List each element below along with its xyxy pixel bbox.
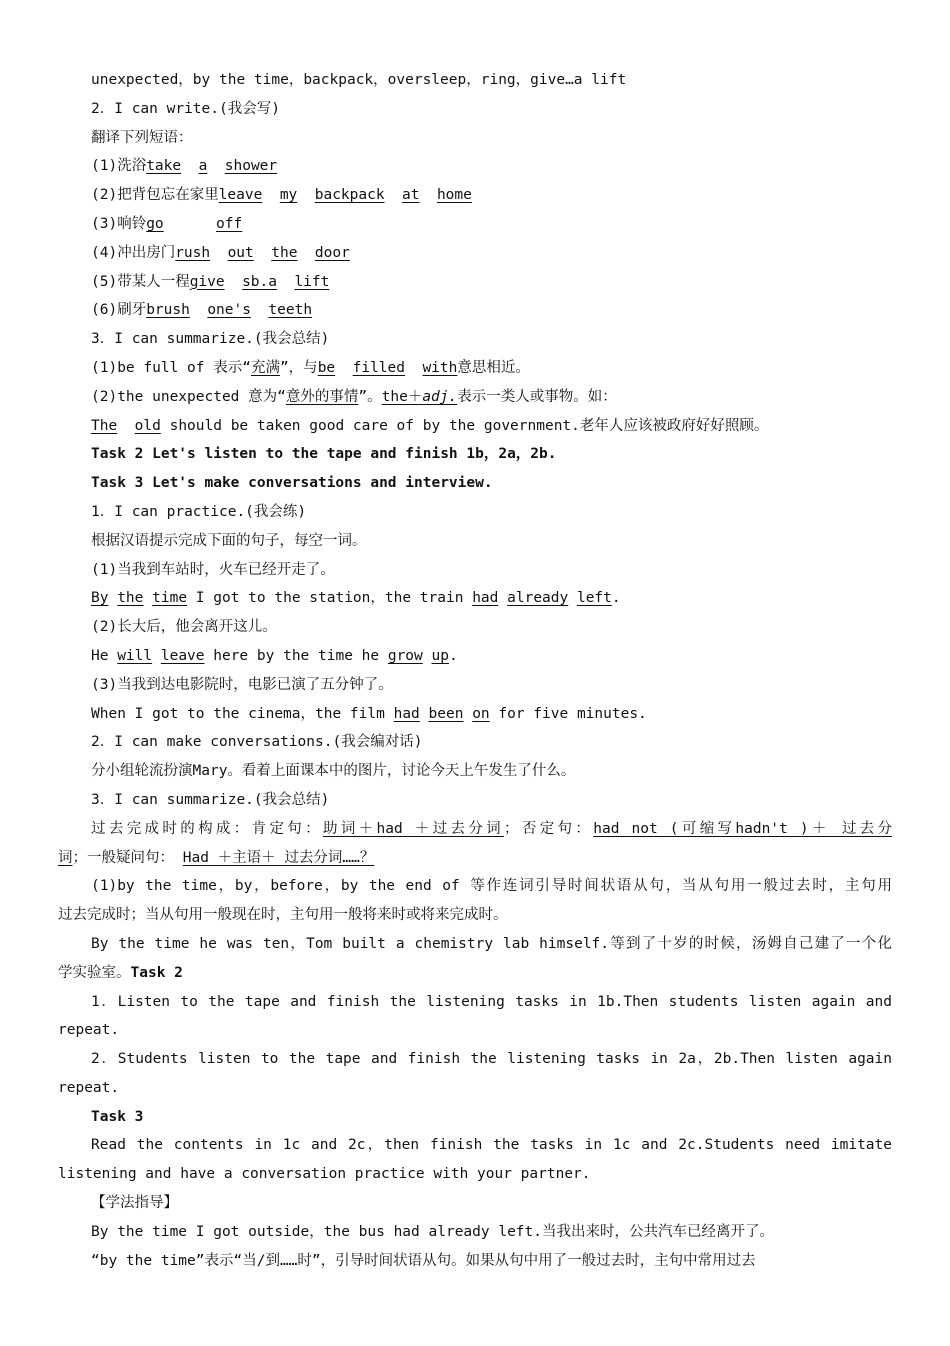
task-heading: Task 3	[91, 1108, 144, 1125]
summary-item: (1)be full of 表示“充满”，与be filled with意思相近。	[91, 359, 530, 376]
example-sentence: The old should be taken good care of by the government.老年人应该被政府好好照顾。	[91, 417, 769, 434]
example-sentence: By the time I got outside，the bus had already left.当我出来时，公共汽车已经离开了。	[91, 1223, 774, 1240]
summary-item: (2)the unexpected 意为“意外的事情”。the＋adj.表示一类人或事物。如：	[91, 388, 617, 405]
phrase-item: (1)洗浴take a shower	[91, 158, 278, 175]
task-step: Read the contents in 1c and 2c，then finish the tasks in 1c and 2c.Students need imitate	[91, 1137, 892, 1154]
instruction: 根据汉语提示完成下面的句子，每空一词。	[91, 532, 367, 549]
grammar-note: (1)by the time，by，before，by the end of 等作连词引导时间状语从句，当从句用一般过去时，主句用	[91, 878, 892, 895]
phrase-item: (6)刷牙brush one's teeth	[91, 302, 313, 319]
section-heading: 2．I can write.(我会写)	[91, 100, 280, 117]
task-step: listening and have a conversation practice with your partner.	[58, 1166, 591, 1183]
section-heading: 3．I can summarize.(我会总结)	[91, 331, 330, 348]
section-heading: 2．I can make conversations.(我会编对话)	[91, 734, 423, 751]
grammar-structure: 过去完成时的构成：肯定句：助词＋had ＋过去分词；否定句：had not (可缩写hadn't )＋ 过去分	[91, 820, 892, 837]
task-step: repeat.	[58, 1079, 120, 1096]
phrase-item: (3)响铃go off	[91, 215, 243, 232]
instruction: 分小组轮流扮演Mary。看着上面课本中的图片，讨论今天上午发生了什么。	[91, 763, 576, 780]
task-step: repeat.	[58, 1022, 120, 1039]
grammar-note: 过去完成时；当从句用一般现在时，主句用一般将来时或将来完成时。	[58, 907, 508, 924]
vocab-list: unexpected，by the time，backpack，oversleep，ring，give…a lift	[91, 72, 627, 88]
grammar-structure: 词；一般疑问句： Had ＋主语＋ 过去分词……？	[58, 849, 375, 866]
exercise-prompt: (1)当我到车站时，火车已经开走了。	[91, 561, 335, 578]
grammar-note: “by the time”表示“当/到……时”，引导时间状语从句。如果从句中用了一般过去时，主句中常用过去	[91, 1252, 756, 1269]
phrase-item: (2)把背包忘在家里leave my backpack at home	[91, 187, 472, 204]
section-heading: 1．I can practice.(我会练)	[91, 503, 307, 520]
phrase-item: (5)带某人一程give sb.a lift	[91, 273, 330, 290]
document-page	[58, 66, 892, 1275]
task-step: 1．Listen to the tape and finish the listening tasks in 1b.Then students listen again and	[91, 993, 892, 1010]
instruction: 翻译下列短语：	[91, 129, 193, 146]
exercise-answer: He will leave here by the time he grow up.	[91, 647, 458, 664]
exercise-prompt: (2)长大后，他会离开这儿。	[91, 619, 277, 636]
task-step: 2．Students listen to the tape and finish the listening tasks in 2a，2b.Then listen again	[91, 1051, 892, 1068]
exercise-answer: When I got to the cinema，the film had been on for five minutes.	[91, 705, 647, 722]
phrase-item: (4)冲出房门rush out the door	[91, 244, 350, 261]
task-heading: Task 2 Let's listen to the tape and finish 1b，2a，2b.	[91, 446, 557, 463]
example-sentence: By the time he was ten，Tom built a chemistry lab himself.等到了十岁的时候，汤姆自己建了一个化	[91, 935, 892, 952]
section-heading: 3．I can summarize.(我会总结)	[91, 791, 330, 808]
exercise-prompt: (3)当我到达电影院时，电影已演了五分钟了。	[91, 676, 393, 693]
study-guide-heading: 【学法指导】	[91, 1195, 178, 1212]
exercise-answer: By the time I got to the station，the train had already left.	[91, 590, 621, 607]
example-sentence: 学实验室。Task 2	[58, 964, 183, 981]
task-heading: Task 3 Let's make conversations and interview.	[91, 475, 493, 492]
